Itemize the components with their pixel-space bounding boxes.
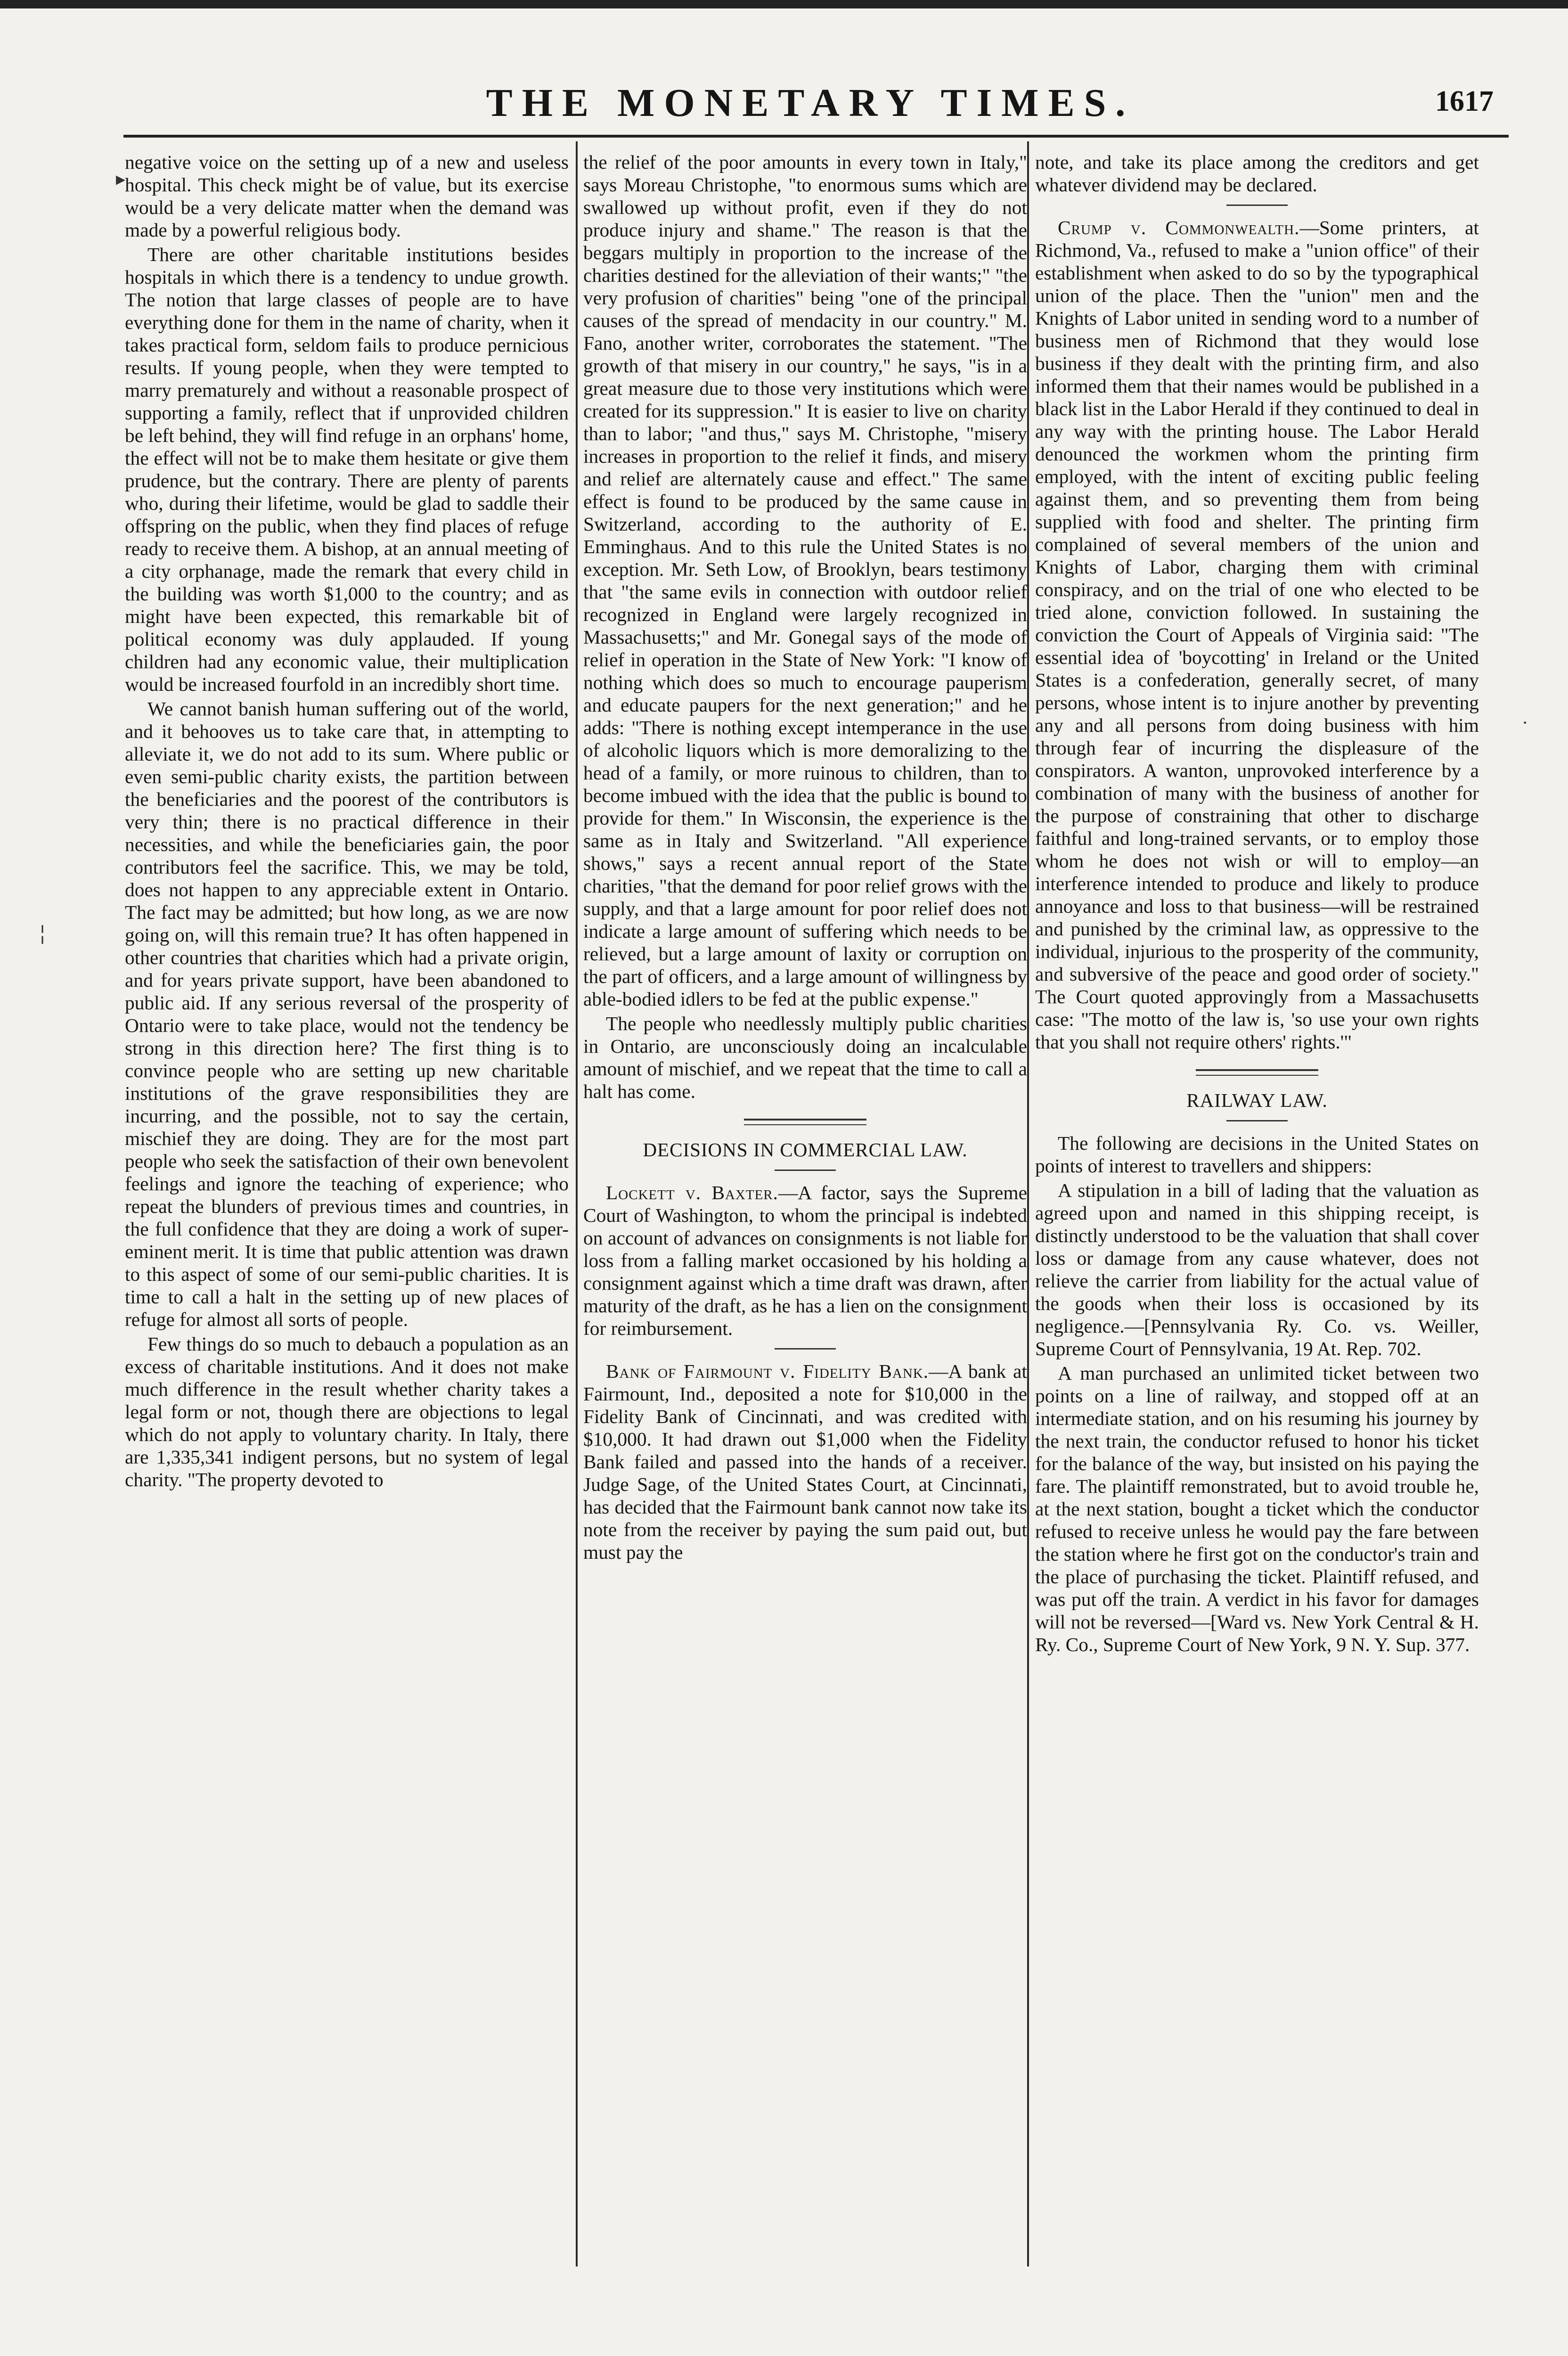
paragraph: the relief of the poor amounts in every town in Italy," says Moreau Christophe, "to enormous sums which are swallowed up without profit, even if they do not produce injury and shame." The reason is that the beggars multiply in proportion to the increase of the charities destined for the alleviation of their wants;" "the very profusion of charities" being "one of the principal causes of the spread of mendacity in our country." M. Fano, another writer, corroborates the statement. "The growth of that misery in our country," he says, "is in a great measure due to those very institutions which were created for its suppression." It is easier to live on charity than to labor; "and thus," says M. Christophe, "misery increases in proportion to the relief it finds, and misery and relief are alternately cause and effect." The same effect is found to be produced by the same cause in Switzerland, according to the authority of E. Emminghaus. And to this rule the United States is no exception. Mr. Seth Low, of Brooklyn, bears testimony that "the same evils in connection with outdoor relief recognized in England were largely recognized in Massachusetts;" and Mr. Gonegal says of the mode of relief in operation in the State of New York: "I know of nothing which does so much to encourage pauperism and educate paupers for the next generation;" and he adds: "There is nothing except intemperance in the use of alcoholic liquors which is more demoralizing to the head of a family, or more ruinous to children, than to become imbued with the idea that the public is bound to provide for them." In Wisconsin, the experience is the same as in Italy and Switzerland. "All experience shows," says a recent annual report of the State charities, "that the demand for poor relief grows with the supply, and that a large amount for poor relief does not indicate a large amount of suffering which needs to be relieved, but a large amount of laxity or corruption on the part of officers, and a large amount of willingness by able-bodied idlers to be fed at the public expense." xyxy=(583,151,1027,1010)
case-title: Bank of Fairmount v. Fidelity Bank. xyxy=(606,1360,929,1382)
paragraph: The following are decisions in the United States on points of interest to travellers and shippers: xyxy=(1035,1132,1479,1177)
case-entry xyxy=(583,1181,1027,1340)
paragraph: negative voice on the setting up of a new and useless hospital. This check might be of value, but its exercise would be a very delicate matter when the demand was made by a powerful religious body. xyxy=(125,151,569,241)
section-separator xyxy=(744,1119,866,1125)
section-separator xyxy=(1196,1069,1318,1076)
section-heading: DECISIONS IN COMMERCIAL LAW. xyxy=(643,1139,968,1161)
paragraph: A stipulation in a bill of lading that the valuation as agreed upon and named in this shipping receipt, is distinctly understood to be the valuation that shall cover loss or damage from any cause whatever, does not relieve the carrier from liability for the actual value of the goods when their loss is occasioned by its negligence.—[Pennsylvania Ry. Co. vs. Weiller, Supreme Court of Pennsylvania, 19 At. Rep. 702. xyxy=(1035,1179,1479,1359)
case-entry xyxy=(583,1360,1027,1563)
short-rule xyxy=(1226,1120,1288,1121)
case-text: —A bank at Fairmount, Ind., deposited a note for $10,000 in the Fidelity Bank of Cincinnati, and was credited with $10,000. It had drawn out $1,000 when the Fidelity Bank failed and passed into the hands of a receiver. Judge Sage, of the United States Court, at Cincinnati, has decided that the Fairmount bank cannot now take its note from the receiver by paying the sum paid out, but must pay the xyxy=(583,1360,1027,1563)
short-rule xyxy=(1226,205,1288,206)
case-title: Lockett v. Baxter. xyxy=(606,1182,778,1203)
section-heading: RAILWAY LAW. xyxy=(1186,1089,1328,1111)
short-rule xyxy=(775,1170,836,1171)
page-number: 1617 xyxy=(1435,85,1494,117)
margin-mark: · xyxy=(1522,712,1528,733)
column-divider xyxy=(1027,141,1029,2266)
case-text: —A factor, says the Supreme Court of Washington, to whom the principal is indebted on account of advances on consignments is not liable for loss from a falling market occasioned by his holding a consignment against which a time draft was drawn, after maturity of the draft, as he has a lien on the consignment for reimbursement. xyxy=(583,1182,1027,1339)
paragraph: Few things do so much to debauch a population as an excess of charitable institutions. And it does not make much difference in the result whether charity takes a legal form or not, though there are objections to legal which do not apply to voluntary charity. In Italy, there are 1,335,341 indigent persons, but no system of legal charity. "The property devoted to xyxy=(125,1333,569,1490)
top-edge-rule xyxy=(0,0,1568,8)
margin-mark: ▸ xyxy=(116,168,126,189)
column-divider xyxy=(576,141,578,2266)
case-text: —Some printers, at Richmond, Va., refused to make a "union office" of their establishment when asked to do so by the typographical union of the place. Then the "union" men and the Knights of Labor united in sending word to a number of business men of Richmond that they would lose business if they dealt with the printing firm, and also informed them that their names would be published in a black list in the Labor Herald if they continued to deal in any way with the printing house. The Labor Herald denounced the workmen whom the printing firm employed, with the intent of exciting public feeling against them, and so preventing them from being supplied with food and shelter. The printing firm complained of several members of the union and Knights of Labor, charging them with criminal conspiracy, and on the trial of one who elected to be tried alone, conviction followed. In sustaining the conviction the Court of Appeals of Virginia said: "The essential idea of 'boycotting' in Ireland or the United States is a confederation, generally secret, of many persons, whose intent is to injure another by preventing any and all persons from doing business with him through fear of incurring the displeasure of the conspirators. A wanton, unprovoked interference by a combination of many with the business of another for the purpose of constraining that other to discharge faithful and long-trained servants, or to employ those whom he does not wish or will to employ—an interference intended to produce and likely to produce annoyance and loss to that business—will be restrained and punished by the criminal law, as oppressive to the individual, injurious to the prosperity of the community, and subversive of the peace and good order of society." The Court quoted approvingly from a Massachusetts case: "The motto of the law is, 'so use your own rights that you shall not require others' rights.'" xyxy=(1035,217,1479,1053)
paragraph: There are other charitable institutions besides hospitals in which there is a tendency to undue growth. The notion that large classes of people are to have everything done for them in the name of charity, when it takes practical form, seldom fails to produce pernicious results. If young people, when they were tempted to marry prematurely and without a reasonable prospect of supporting a family, reflect that if unprovided children be left behind, they will find refuge in an orphans' home, the effect will not be to make them hesitate or give them prudence, but the contrary. There are plenty of parents who, during their lifetime, would be glad to saddle their offspring on the public, when they find places of refuge ready to receive them. A bishop, at an annual meeting of a city orphanage, made the remark that every child in the building was worth $1,000 to the country; and as might have been expected, this remarkable bit of political economy was duly applauded. If young children had any economic value, their multiplication would be increased fourfold in an incredibly short time. xyxy=(125,244,569,695)
column-1 xyxy=(125,151,569,1491)
column-3 xyxy=(1035,151,1479,1656)
paragraph: The people who needlessly multiply public charities in Ontario, are unconsciously doing an incalculable amount of mischief, and we repeat that the time to call a halt has come. xyxy=(583,1013,1027,1102)
case-title: Crump v. Commonwealth. xyxy=(1058,217,1300,238)
paragraph: We cannot banish human suffering out of the world, and it behooves us to take care that, in attempting to alleviate it, we do not add to its sum. Where public or even semi-public charity exists, the partition between the beneficiaries and the poorest of the contributors is very thin; there is no practical difference in their necessities, and while the beneficiaries gain, the poor contributors feel the sacrifice. This, we may be told, does not happen to any appreciable extent in Ontario. The fact may be admitted; but how long, as we are now going on, will this remain true? It has often happened in other countries that charities which had a private origin, and for years private support, have been abandoned to public aid. If any serious reversal of the prosperity of Ontario were to take place, would not the tendency be strong in this direction here? The first thing is to convince people who are setting up new charitable institutions of the grave responsibilities they are incurring, and the possible, not to say the certain, mischief they are doing. They are for the most part people who seek the satisfaction of their own benevolent feelings and ignore the teaching of experience; who repeat the blunders of previous times and countries, in the full confidence that they are doing a work of super-eminent merit. It is time that public attention was drawn to this aspect of some of our semi-public charities. It is time to call a halt in the setting up of new places of refuge for almost all sorts of people. xyxy=(125,698,569,1330)
publication-title: THE MONETARY TIMES. xyxy=(486,81,1135,125)
masthead xyxy=(113,76,1508,128)
case-entry xyxy=(1035,216,1479,1053)
margin-mark: ╎ xyxy=(37,924,49,945)
column-2 xyxy=(583,151,1027,1563)
masthead-rule xyxy=(123,135,1509,138)
paragraph: note, and take its place among the creditors and get whatever dividend may be declared. xyxy=(1035,151,1479,196)
short-rule xyxy=(775,1348,836,1350)
paragraph: A man purchased an unlimited ticket between two points on a line of railway, and stopped off at an intermediate station, and on his resuming his journey by the next train, the conductor refused to honor his ticket for the balance of the way, but insisted on his paying the fare. The plaintiff remonstrated, but to avoid trouble he, at the next station, bought a ticket which the conductor refused to receive unless he would pay the fare between the station where he first got on the conductor's train and the place of purchasing the ticket. Plaintiff refused, and was put off the train. A verdict in his favor for damages will not be reversed—[Ward vs. New York Central & H. Ry. Co., Supreme Court of New York, 9 N. Y. Sup. 377. xyxy=(1035,1362,1479,1655)
